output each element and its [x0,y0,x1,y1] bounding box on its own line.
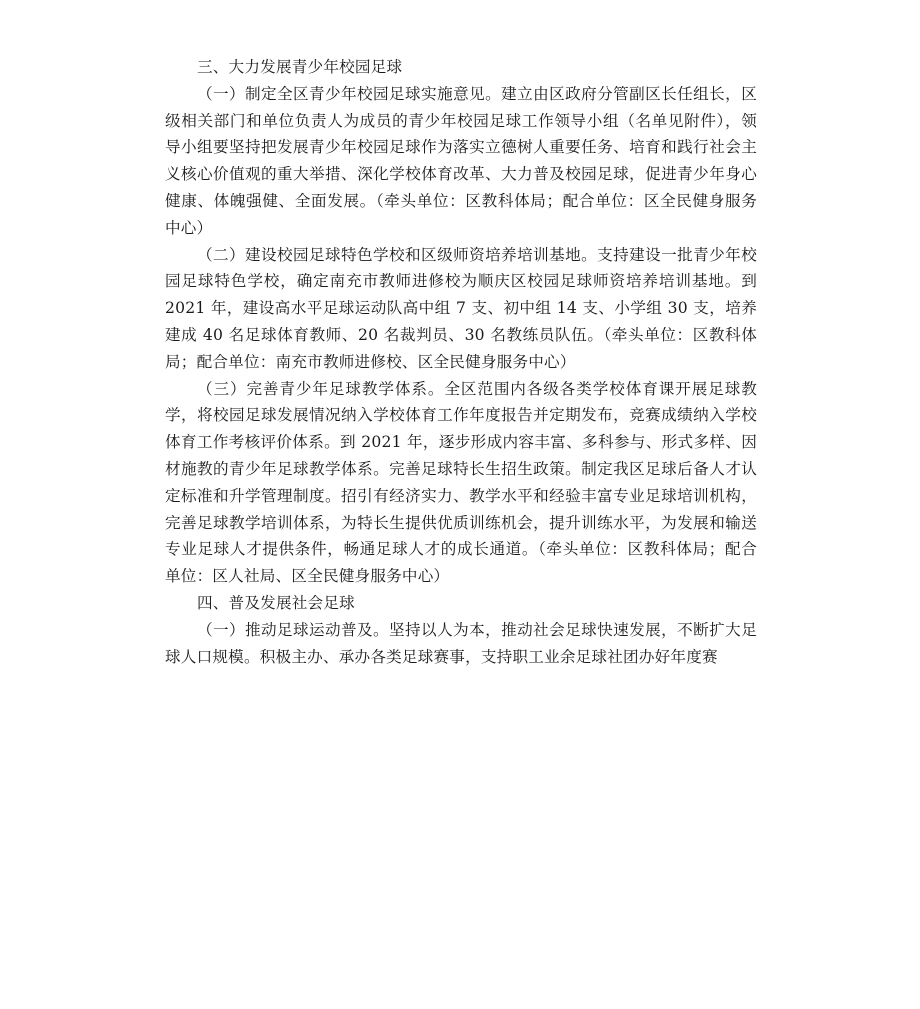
section-heading-3: 三、大力发展青少年校园足球 [196,58,403,76]
paragraph-3-2: （二）建设校园足球特色学校和区级师资培养培训基地。支持建设一批青少年校园足球特色学校，确定南充市教师进修校为顺庆区校园足球师资培养培训基地。到 2021 年，建设高水平足球运动队高中组 7 支、初中组 14 支、小学组 30 支，培养建成 40 名足球体育教师、20 名裁判员、30 名教练员队伍。（牵头单位：区教科体局；配合单位：南充市教师进修校、区全民健身服务中心） [165,245,757,371]
section-heading-4: 四、普及发展社会足球 [196,593,355,612]
paragraph-3-3: （三）完善青少年足球教学体系。全区范围内各级各类学校体育课开展足球教学，将校园足球发展情况纳入学校体育工作年度报告并定期发布，竞赛成绩纳入学校体育工作考核评价体系。到 2021 年，逐步形成内容丰富、多科参与、形式多样、因材施教的青少年足球教学体系。完善足球特长生招生政策。制定我区足球后备人才认定标准和升学管理制度。招引有经济实力、教学水平和经验丰富专业足球培训机构，完善足球教学培训体系，为特长生提供优质训练机会，提升训练水平，为发展和输送专业足球人才提供条件，畅通足球人才的成长通道。（牵头单位：区教科体局；配合单位：区人社局、区全民健身服务中心） [165,379,757,586]
paragraph-4-1: （一）推动足球运动普及。坚持以人为本，推动社会足球快速发展，不断扩大足球人口规模。积极主办、承办各类足球赛事，支持职工业余足球社团办好年度赛 [165,620,757,666]
paragraph-3-1: （一）制定全区青少年校园足球实施意见。建立由区政府分管副区长任组长，区级相关部门和单位负责人为成员的青少年校园足球工作领导小组（名单见附件），领导小组要坚持把发展青少年校园足球作为落实立德树人重要任务、培育和践行社会主义核心价值观的重大举措、深化学校体育改革、大力普及校园足球，促进青少年身心健康、体魄强健、全面发展。（牵头单位：区教科体局；配合单位：区全民健身服务中心） [165,84,757,237]
document-body [165,54,757,670]
